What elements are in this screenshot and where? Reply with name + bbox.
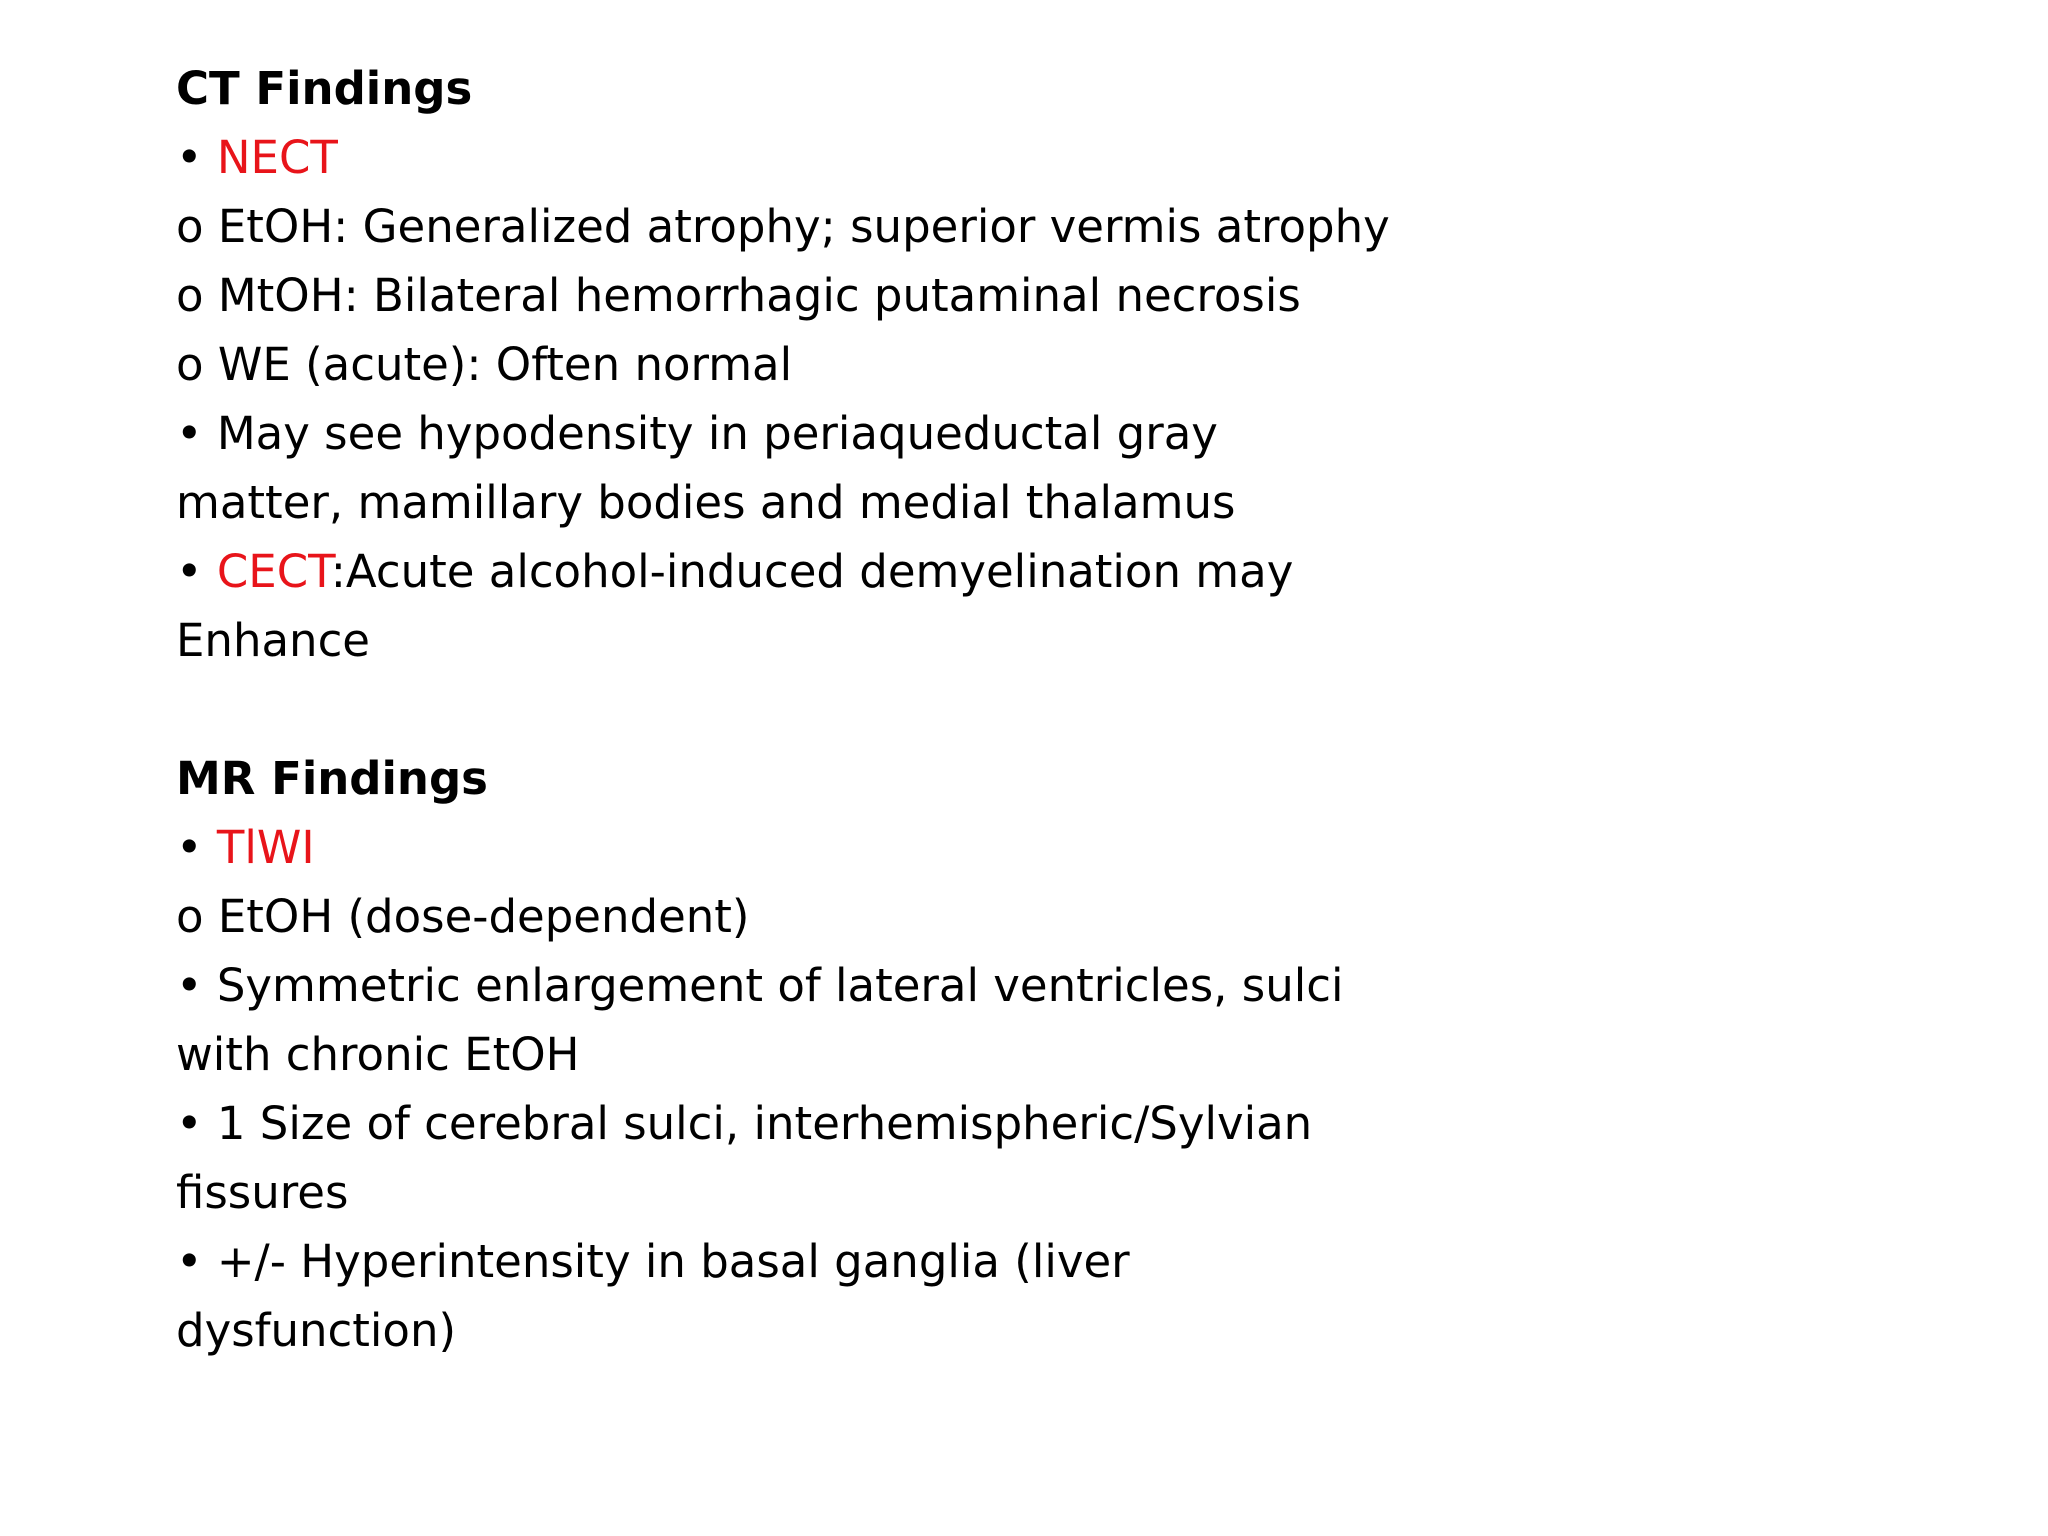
cect-line <box>176 537 1876 606</box>
bullet: • <box>176 131 217 184</box>
mr-etoh-line: o EtOH (dose-dependent) <box>176 890 750 943</box>
bullet: • <box>176 821 217 874</box>
nect-line <box>176 123 1876 192</box>
ct-we-line: o WE (acute): Often normal <box>176 338 793 391</box>
mr-symmetric-line-1: • Symmetric enlargement of lateral ventricles, sulci <box>176 959 1344 1012</box>
mr-size-line-1: • 1 Size of cerebral sulci, interhemispheric/Sylvian <box>176 1097 1313 1150</box>
ct-findings-heading: CT Findings <box>176 62 473 115</box>
ct-hypodensity-line-1: • May see hypodensity in periaqueductal gray <box>176 407 1218 460</box>
section-spacer <box>176 675 1876 744</box>
cect-text: :Acute alcohol-induced demyelination may <box>330 545 1294 598</box>
bullet: • <box>176 545 217 598</box>
cect-label: CECT <box>216 545 331 598</box>
ct-etoh-line: o EtOH: Generalized atrophy; superior vermis atrophy <box>176 200 1390 253</box>
mr-findings-heading: MR Findings <box>176 752 488 805</box>
mr-size-line-2: fissures <box>176 1166 349 1219</box>
t1wi-line <box>176 813 1876 882</box>
findings-text-block <box>176 54 1876 1365</box>
t1wi-label: TlWI <box>216 821 315 874</box>
cect-line-2: Enhance <box>176 614 370 667</box>
mr-symmetric-line-2: with chronic EtOH <box>176 1028 580 1081</box>
nect-label: NECT <box>216 131 338 184</box>
ct-hypodensity-line-2: matter, mamillary bodies and medial thalamus <box>176 476 1236 529</box>
ct-mtoh-line: o MtOH: Bilateral hemorrhagic putaminal necrosis <box>176 269 1301 322</box>
mr-hyper-line-1: • +/- Hyperintensity in basal ganglia (liver <box>176 1235 1130 1288</box>
mr-hyper-line-2: dysfunction) <box>176 1304 457 1357</box>
